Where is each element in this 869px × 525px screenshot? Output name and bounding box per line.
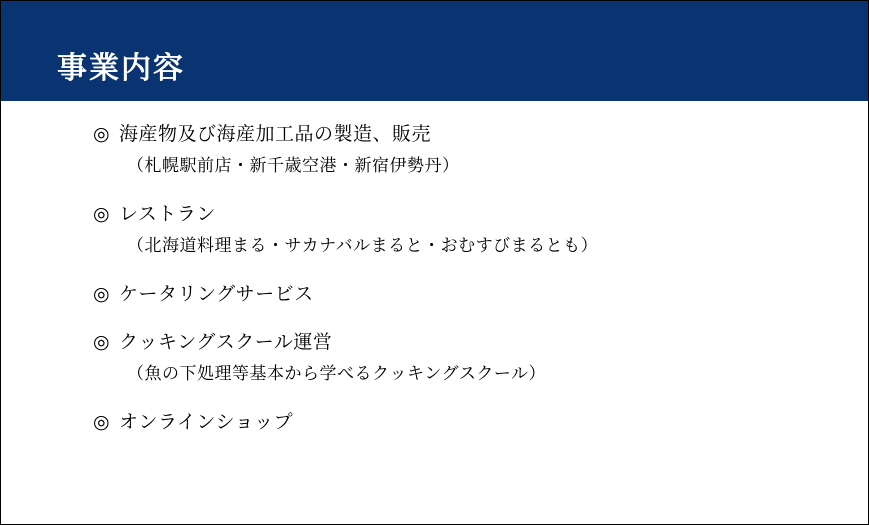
page-title: 事業内容 bbox=[57, 51, 185, 86]
list-item-sublabel: （北海道料理まる・サカナバルまると・おむすびまるとも） bbox=[127, 236, 599, 256]
double-circle-bullet-icon: ◎ bbox=[93, 283, 110, 305]
list-item bbox=[1, 327, 869, 389]
list-item bbox=[1, 279, 869, 309]
list-item-label: クッキングスクール運営 bbox=[119, 331, 333, 353]
list-item bbox=[1, 407, 869, 437]
slide-header-bar bbox=[1, 1, 869, 101]
double-circle-bullet-icon: ◎ bbox=[93, 123, 110, 145]
double-circle-bullet-icon: ◎ bbox=[93, 203, 110, 225]
list-item-sublabel: （札幌駅前店・新千歳空港・新宿伊勢丹） bbox=[127, 156, 460, 176]
list-item-label: 海産物及び海産加工品の製造、販売 bbox=[119, 123, 432, 145]
list-item-label: ケータリングサービス bbox=[119, 283, 314, 305]
list-item-label: レストラン bbox=[119, 203, 216, 225]
list-item-sublabel: （魚の下処理等基本から学べるクッキングスクール） bbox=[127, 364, 546, 384]
double-circle-bullet-icon: ◎ bbox=[93, 411, 110, 433]
list-item-main bbox=[1, 119, 869, 149]
list-item-main bbox=[1, 327, 869, 357]
list-item-main bbox=[1, 279, 869, 309]
list-item-main bbox=[1, 407, 869, 437]
spacer bbox=[1, 261, 869, 279]
spacer bbox=[1, 181, 869, 199]
list-item-main bbox=[1, 199, 869, 229]
list-item bbox=[1, 199, 869, 261]
spacer bbox=[1, 389, 869, 407]
slide-content bbox=[1, 101, 869, 525]
list-item-label: オンラインショップ bbox=[119, 411, 294, 433]
double-circle-bullet-icon: ◎ bbox=[93, 331, 110, 353]
list-item bbox=[1, 119, 869, 181]
spacer bbox=[1, 311, 869, 327]
